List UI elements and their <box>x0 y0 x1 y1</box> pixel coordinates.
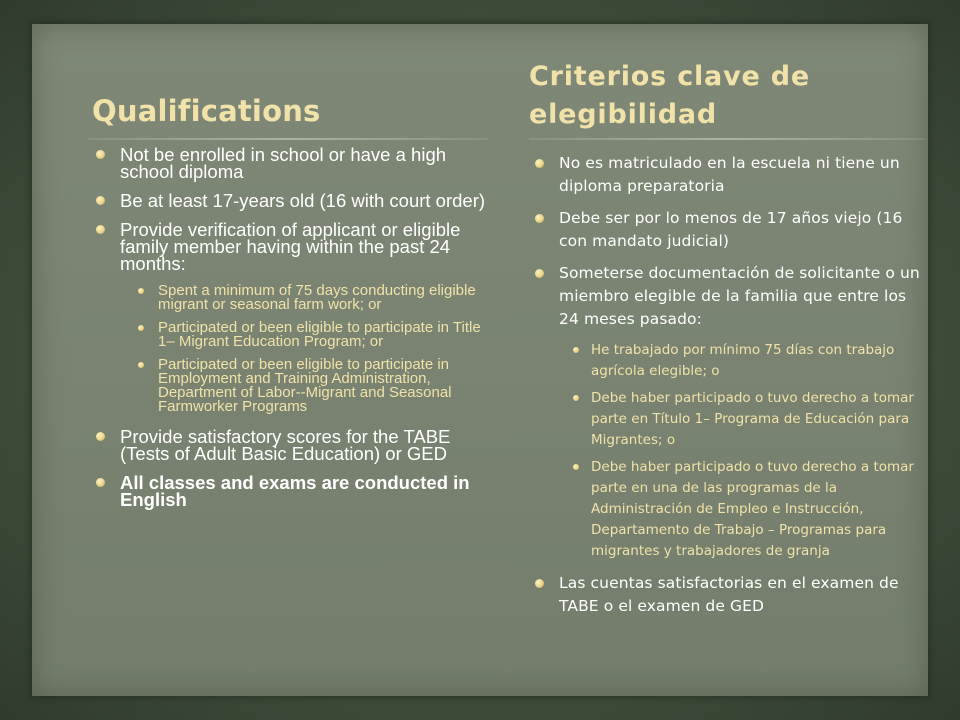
sub-bullet-icon <box>573 464 579 470</box>
bullet-icon <box>96 432 105 441</box>
sub-bullet-icon <box>138 362 144 368</box>
list-item-text: Las cuentas satisfactorias en el examen de TABE o el examen de GED <box>559 574 899 615</box>
sub-list-item <box>533 340 925 382</box>
chalkboard-panel <box>32 24 928 696</box>
criterios-list <box>533 152 925 627</box>
criterios-title: Criterios clave de elegibilidad <box>529 61 811 130</box>
sub-bullet-icon <box>138 288 144 294</box>
sub-list-item <box>94 358 494 414</box>
list-item-text: No es matriculado en la escuela ni tiene un diploma preparatoria <box>559 154 900 195</box>
list-item <box>94 146 494 180</box>
bullet-icon <box>96 196 105 205</box>
bullet-icon <box>535 159 544 168</box>
sub-list-item-text: Participated or been eligible to participate in Title 1– Migrant Education Program; or <box>158 319 481 350</box>
sub-list-item <box>533 457 925 562</box>
bullet-icon <box>96 225 105 234</box>
list-item-text: Provide satisfactory scores for the TABE (Tests of Adult Basic Education) or GED <box>120 426 451 464</box>
list-item <box>94 192 494 209</box>
sub-list-item <box>533 388 925 451</box>
list-item-text: Debe ser por lo menos de 17 años viejo (16 con mandato judicial) <box>559 209 903 250</box>
list-item-text: Someterse documentación de solicitante o un miembro elegible de la familia que entre los 24 meses pasado: <box>559 264 920 328</box>
sub-list-item-text: He trabajado por mínimo 75 días con trabajo agrícola elegible; o <box>591 342 895 379</box>
list-item <box>94 428 494 462</box>
bullet-icon <box>535 579 544 588</box>
sub-list-item <box>94 284 494 312</box>
bullet-icon <box>535 214 544 223</box>
sub-list-item-text: Participated or been eligible to participate in Employment and Training Administration, Department of Labor--Migrant and Seasonal Farmworker Programs <box>158 356 452 415</box>
sub-list-item-text: Debe haber participado o tuvo derecho a tomar parte en Título 1– Programa de Educación para Migrantes; o <box>591 390 914 448</box>
list-item <box>533 152 925 198</box>
qualifications-list <box>94 146 494 520</box>
list-item-text: Be at least 17-years old (16 with court order) <box>120 190 486 211</box>
sub-list-item-text: Debe haber participado o tuvo derecho a tomar parte en una de las programas de la Administración de Empleo e Instrucción, Departamento de Trabajo – Programas para migrantes y trabajadores de granja <box>591 459 914 559</box>
sub-bullet-icon <box>573 395 579 401</box>
bullet-icon <box>96 478 105 487</box>
sub-list-item-text: Spent a minimum of 75 days conducting eligible migrant or seasonal farm work; or <box>158 282 476 313</box>
bullet-icon <box>96 150 105 159</box>
list-item <box>533 207 925 253</box>
qualifications-title: Qualifications <box>92 94 321 128</box>
list-item-text: All classes and exams are conducted in English <box>120 472 470 510</box>
list-item-text: Not be enrolled in school or have a high school diploma <box>120 144 447 182</box>
list-item <box>94 221 494 272</box>
sub-list-item <box>94 321 494 349</box>
sub-bullet-icon <box>138 325 144 331</box>
bullet-icon <box>535 269 544 278</box>
sub-bullet-icon <box>573 347 579 353</box>
list-item <box>533 572 925 618</box>
title-underline <box>529 138 925 140</box>
list-item <box>533 262 925 331</box>
title-underline <box>88 138 488 140</box>
list-item-text: Provide verification of applicant or eligible family member having within the past 24 months: <box>120 219 461 274</box>
list-item <box>94 474 494 508</box>
